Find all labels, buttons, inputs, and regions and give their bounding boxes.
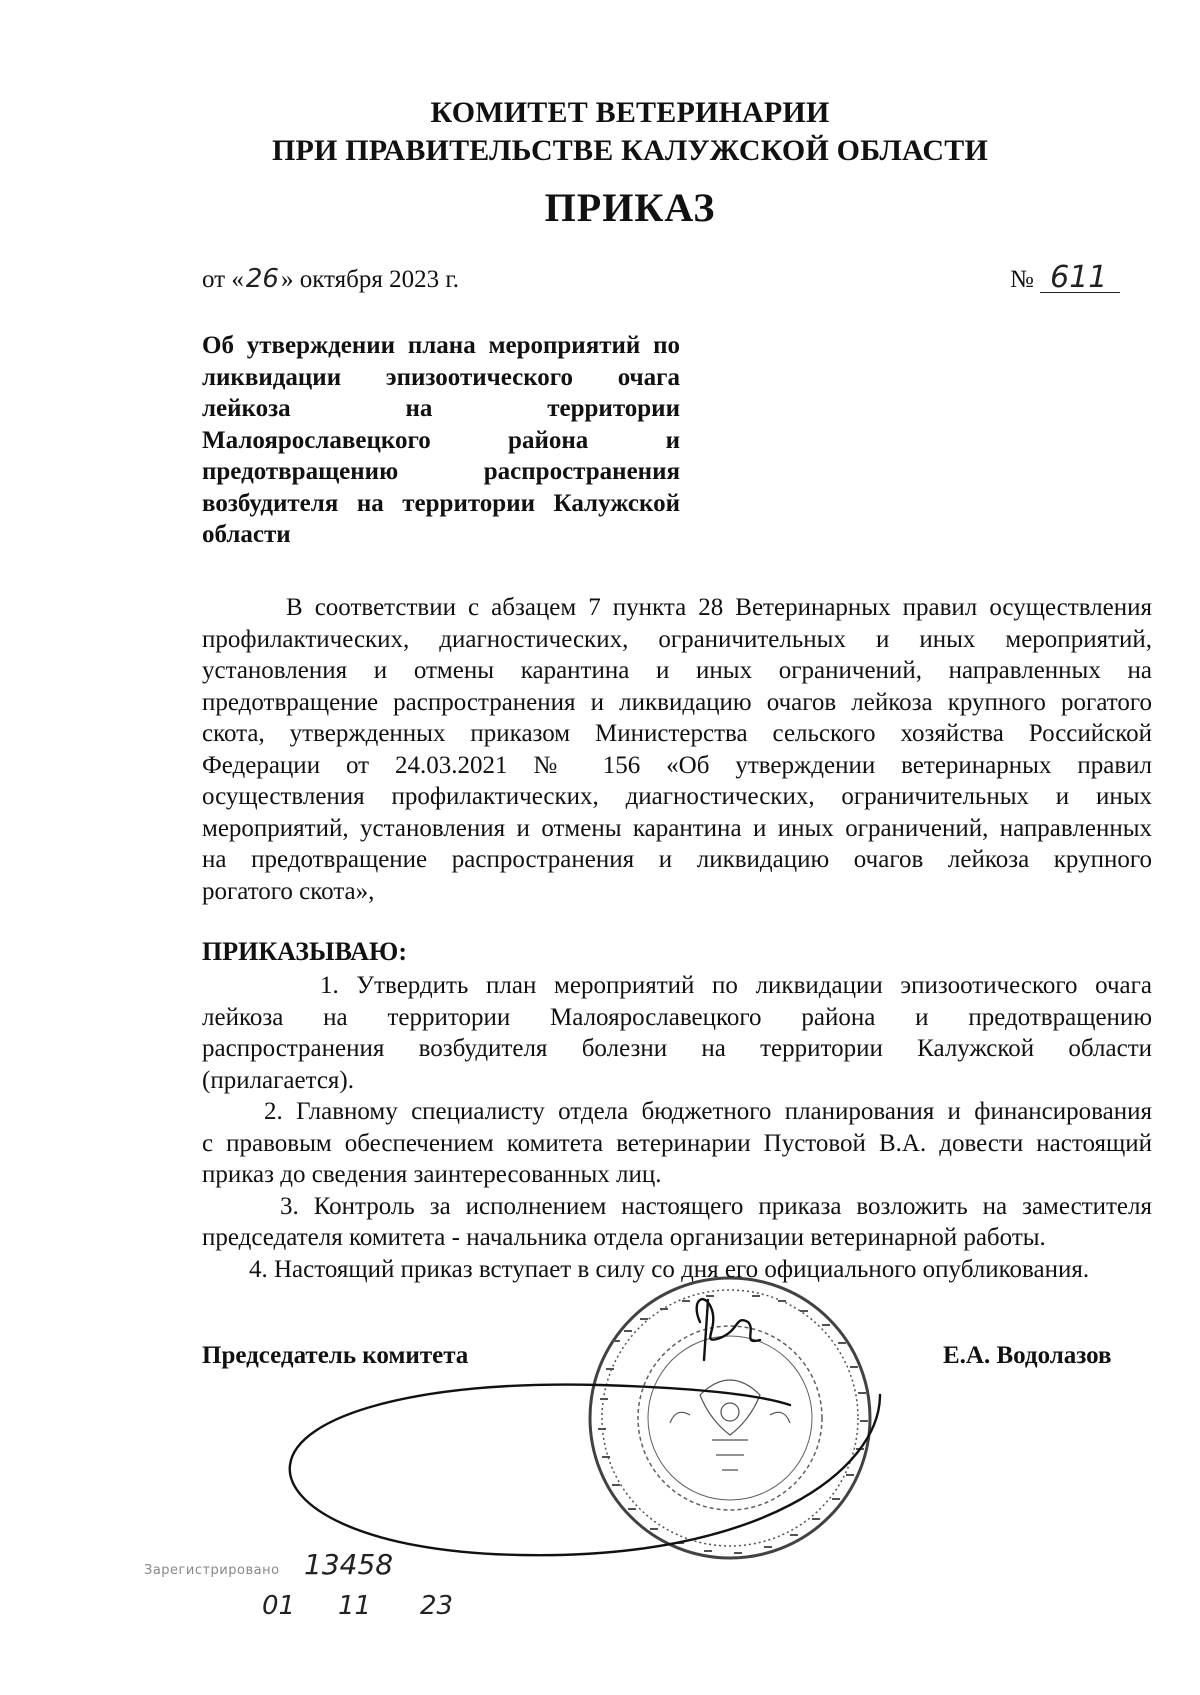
basis-line: на предотвращение распространения и ликвидацию очагов лейкоза крупного — [202, 846, 1152, 873]
item-line: приказ до сведения заинтересованных лиц. — [202, 1161, 662, 1188]
registration-date-month: 11 — [338, 1591, 372, 1621]
date-day-handwritten: 26 — [245, 264, 279, 294]
basis-line: предотвращение распространения и ликвидацию очагов лейкоза крупного рогатого — [202, 688, 1152, 716]
subject-line: возбудителя на территории Калужской — [202, 489, 680, 517]
item-line: председателя комитета - начальника отдела организации ветеринарной работы. — [202, 1224, 1046, 1251]
item-line: 3. Контроль за исполнением настоящего приказа возложить на заместителя — [280, 1192, 1152, 1220]
legal-basis-paragraph — [202, 592, 1152, 907]
date-suffix: » октября 2023 г. — [280, 266, 460, 293]
order-item-1 — [202, 970, 1152, 1096]
basis-line: мероприятий, установления и отмены карантина и иных ограничений, направленных — [202, 814, 1152, 842]
number-label: № — [1010, 266, 1034, 293]
item-line: лейкоза на территории Малоярославецкого района и предотвращению — [202, 1003, 1152, 1031]
item-line: (прилагается). — [202, 1066, 355, 1094]
basis-line: установления и отмены карантина и иных ограничений, направленных на — [202, 657, 1152, 684]
basis-line: осуществления профилактических, диагностических, ограничительных и иных — [202, 783, 1152, 810]
subject-line: Об утверждении плана мероприятий по — [202, 332, 680, 359]
date-prefix: от « — [202, 266, 244, 293]
order-number-line — [1010, 260, 1120, 295]
registration-label: Зарегистрировано — [144, 1563, 280, 1578]
item-line: 2. Главному специалисту отдела бюджетного планирования и финансирования — [264, 1098, 1152, 1125]
basis-line: рогатого скота», — [202, 877, 375, 905]
date-line — [202, 264, 459, 294]
issuer-line-1: КОМИТЕТ ВЕТЕРИНАРИИ — [430, 96, 830, 129]
basis-line: Федерации от 24.03.2021 № 156 «Об утверждении ветеринарных правил — [202, 751, 1152, 779]
document-type-title: ПРИКАЗ — [544, 185, 716, 230]
registration-date-day: 01 — [262, 1591, 296, 1621]
item-line: с правовым обеспечением комитета ветеринарии Пустовой В.А. довести настоящий — [202, 1129, 1152, 1157]
registration-date-year: 23 — [420, 1591, 454, 1621]
order-item-2 — [202, 1096, 1152, 1191]
handwritten-signature — [290, 1299, 880, 1555]
official-seal-graphic — [590, 1278, 870, 1558]
order-number-handwritten: 611 — [1040, 264, 1120, 293]
item-line: 1. Утвердить план мероприятий по ликвидации эпизоотического очага — [320, 972, 1152, 999]
subject-line: лейкоза на территории — [202, 395, 680, 422]
subject-line: области — [202, 521, 291, 548]
basis-line: профилактических, диагностических, ограничительных и иных мероприятий, — [202, 625, 1152, 653]
signatory-name: Е.А. Водолазов — [943, 1342, 1112, 1369]
order-heading: ПРИКАЗЫВАЮ: — [202, 937, 407, 966]
order-item-3 — [202, 1191, 1152, 1254]
subject-line: предотвращению распространения — [202, 458, 680, 485]
subject-line: Малоярославецкого района и — [202, 426, 680, 454]
signatory-position: Председатель комитета — [202, 1342, 469, 1369]
basis-line: скота, утвержденных приказом Министерства сельского хозяйства Российской — [202, 720, 1152, 747]
item-line: 4. Настоящий приказ вступает в силу со дня его официального опубликования. — [249, 1255, 1090, 1283]
subject-line: ликвидации эпизоотического очага — [202, 363, 680, 391]
item-line: распространения возбудителя болезни на территории Калужской области — [202, 1035, 1152, 1062]
order-item-4 — [202, 1254, 1152, 1286]
basis-line: В соответствии с абзацем 7 пункта 28 Ветеринарных правил осуществления — [286, 594, 1152, 621]
registration-number-handwritten: 13458 — [304, 1548, 394, 1581]
issuer-line-2: ПРИ ПРАВИТЕЛЬСТВЕ КАЛУЖСКОЙ ОБЛАСТИ — [271, 134, 989, 167]
order-subject — [202, 330, 680, 551]
order-items — [202, 970, 1152, 1285]
